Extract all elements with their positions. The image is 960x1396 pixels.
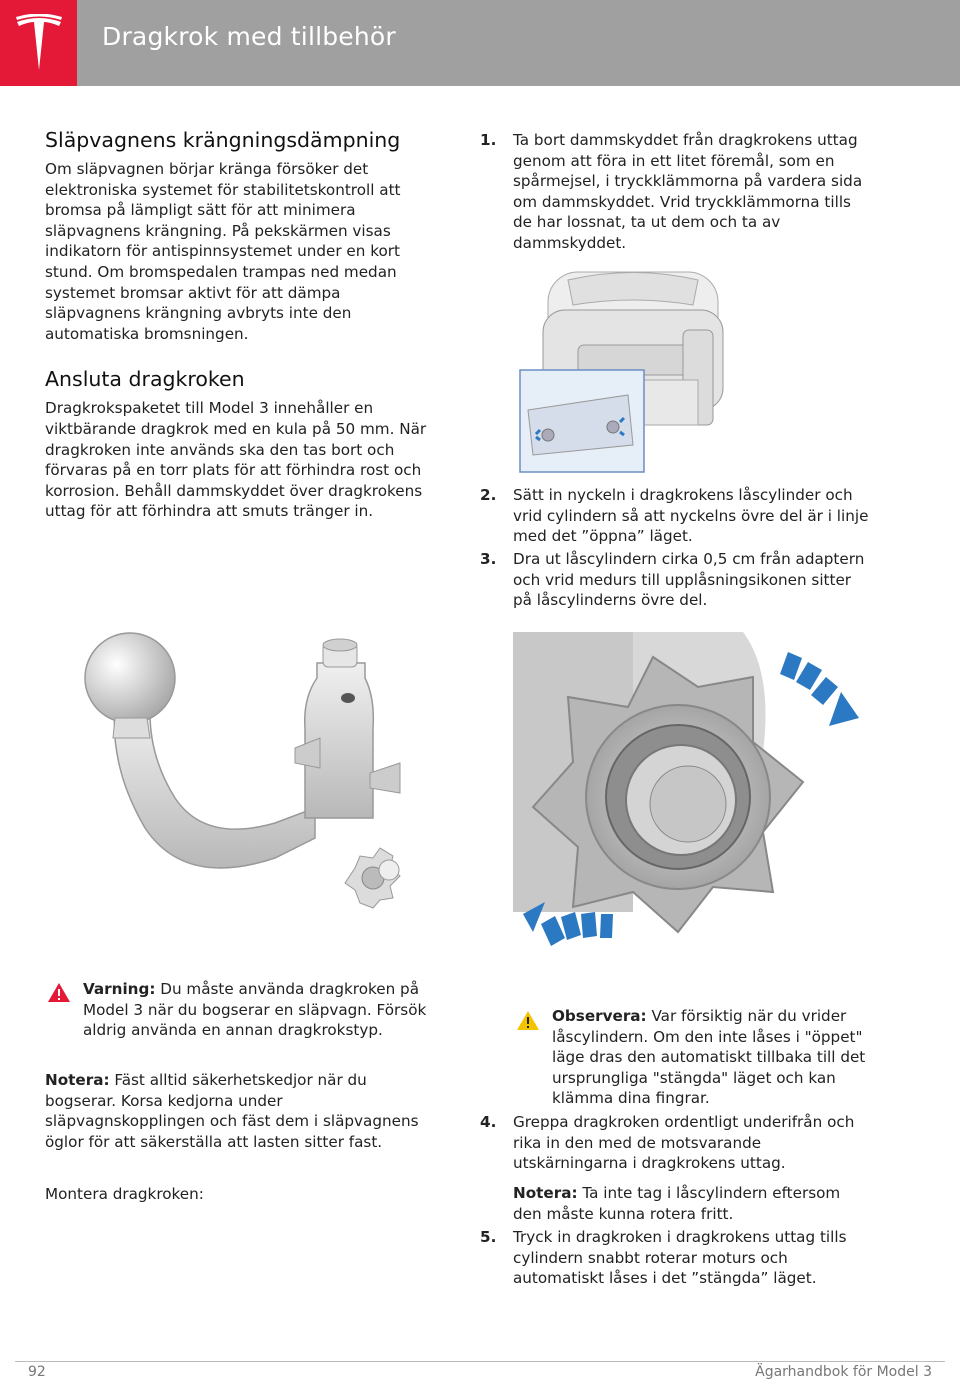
step-text: Sätt in nyckeln i dragkrokens låscylinder och vrid cylindern så att nyckelns övre del är i linje med det ”öppna” läget. <box>513 486 869 546</box>
step4-note <box>513 1183 873 1224</box>
step-text: Ta bort dammskyddet från dragkrokens uttag genom att föra in ett litet föremål, som en spårmejsel, i tryckklämmorna på vardera sida om dammskyddet. Vrid tryckklämmorna tills de har lossnat, ta ut dem och ta av dammskyddet. <box>513 131 863 252</box>
step-text: Greppa dragkroken ordentligt underifrån och rika in den med de motsvarande utskärningarna i dragkrokens uttag. <box>513 1113 855 1173</box>
note-label: Notera: <box>513 1184 578 1202</box>
step-number: 1. <box>480 131 497 149</box>
warning-text: Du måste använda dragkroken på Model 3 när du bogserar en släpvagn. Försök aldrig använda en annan dragkrokstyp. <box>83 980 427 1040</box>
lock-cylinder-illustration <box>513 632 873 992</box>
section-heading-sway: Släpvagnens krängningsdämpning <box>45 128 401 152</box>
warning-label: Varning: <box>83 980 156 998</box>
step-number: 2. <box>480 486 497 504</box>
tesla-logo-icon <box>14 14 64 72</box>
tow-hitch-illustration <box>55 618 425 928</box>
step-text: Dra ut låscylindern cirka 0,5 cm från adaptern och vrid medurs till upplåsningsikonen sitter på låscylinderns övre del. <box>513 550 865 610</box>
left-column <box>45 128 440 522</box>
warning-icon <box>47 982 71 1003</box>
caution-notice <box>552 1006 882 1109</box>
step-2 <box>480 485 880 549</box>
caution-icon <box>516 1010 540 1031</box>
step-number: 5. <box>480 1228 497 1246</box>
page-header <box>0 0 960 86</box>
mount-text: Montera dragkroken: <box>45 1185 204 1203</box>
step-number: 3. <box>480 550 497 568</box>
note-label: Notera: <box>45 1071 110 1089</box>
chain-note <box>45 1070 440 1152</box>
page-title: Dragkrok med tillbehör <box>102 22 396 51</box>
step-5 <box>480 1227 880 1291</box>
note-text: Fäst alltid säkerhetskedjor när du bogserar. Korsa kedjorna under släpvagnskopplingen och fäst dem i släpvagnens öglor för att säkerställa att lasten sitter fast. <box>45 1071 419 1151</box>
manual-title: Ägarhandbok för Model 3 <box>755 1364 932 1380</box>
step-number: 4. <box>480 1113 497 1131</box>
section-heading-connect: Ansluta dragkroken <box>45 367 245 392</box>
page-number: 92 <box>28 1364 46 1380</box>
step-4 <box>480 1112 880 1176</box>
car-rear-illustration <box>518 270 730 474</box>
step-1 <box>480 130 880 260</box>
caution-text: Var försiktig när du vrider låscylindern. Om den inte låses i "öppet" läge dras den automatiskt tillbaka till det ursprungliga "stängda" läget och kan klämma dina fingrar. <box>552 1007 866 1108</box>
section-body-sway: Om släpvagnen börjar kränga försöker det elektroniska systemet för stabilitetskontroll att bromsa på lämpligt sätt för att minimera släpvagnens krängning. På pekskärmen visas indikatorn för antispinnsystemet under en kort stund. Om bromspedalen trampas ned medan systemet bromsar aktivt för att dämpa släpvagnens krängning avbryts inte den automatiska bromsningen. <box>45 160 401 343</box>
logo-box <box>0 0 77 86</box>
warning-notice <box>83 979 428 1041</box>
section-body-connect: Dragkrokspaketet till Model 3 innehåller en viktbärande dragkrok med en kula på 50 mm. När dragkroken inte används ska den tas bort och förvaras på en torr plats för att förhindra rost och korrosion. Behåll dammskyddet över dragkrokens uttag för att förhindra att smuts tränger in. <box>45 399 427 521</box>
caution-label: Observera: <box>552 1007 647 1025</box>
footer-divider <box>15 1361 945 1362</box>
step-text: Tryck in dragkroken i dragkrokens uttag tills cylindern snabbt roterar moturs och automatiskt låses i det ”stängda” läget. <box>513 1228 847 1288</box>
note-text: Ta inte tag i låscylindern eftersom den måste kunna rotera fritt. <box>513 1184 841 1223</box>
step-3 <box>480 549 880 633</box>
